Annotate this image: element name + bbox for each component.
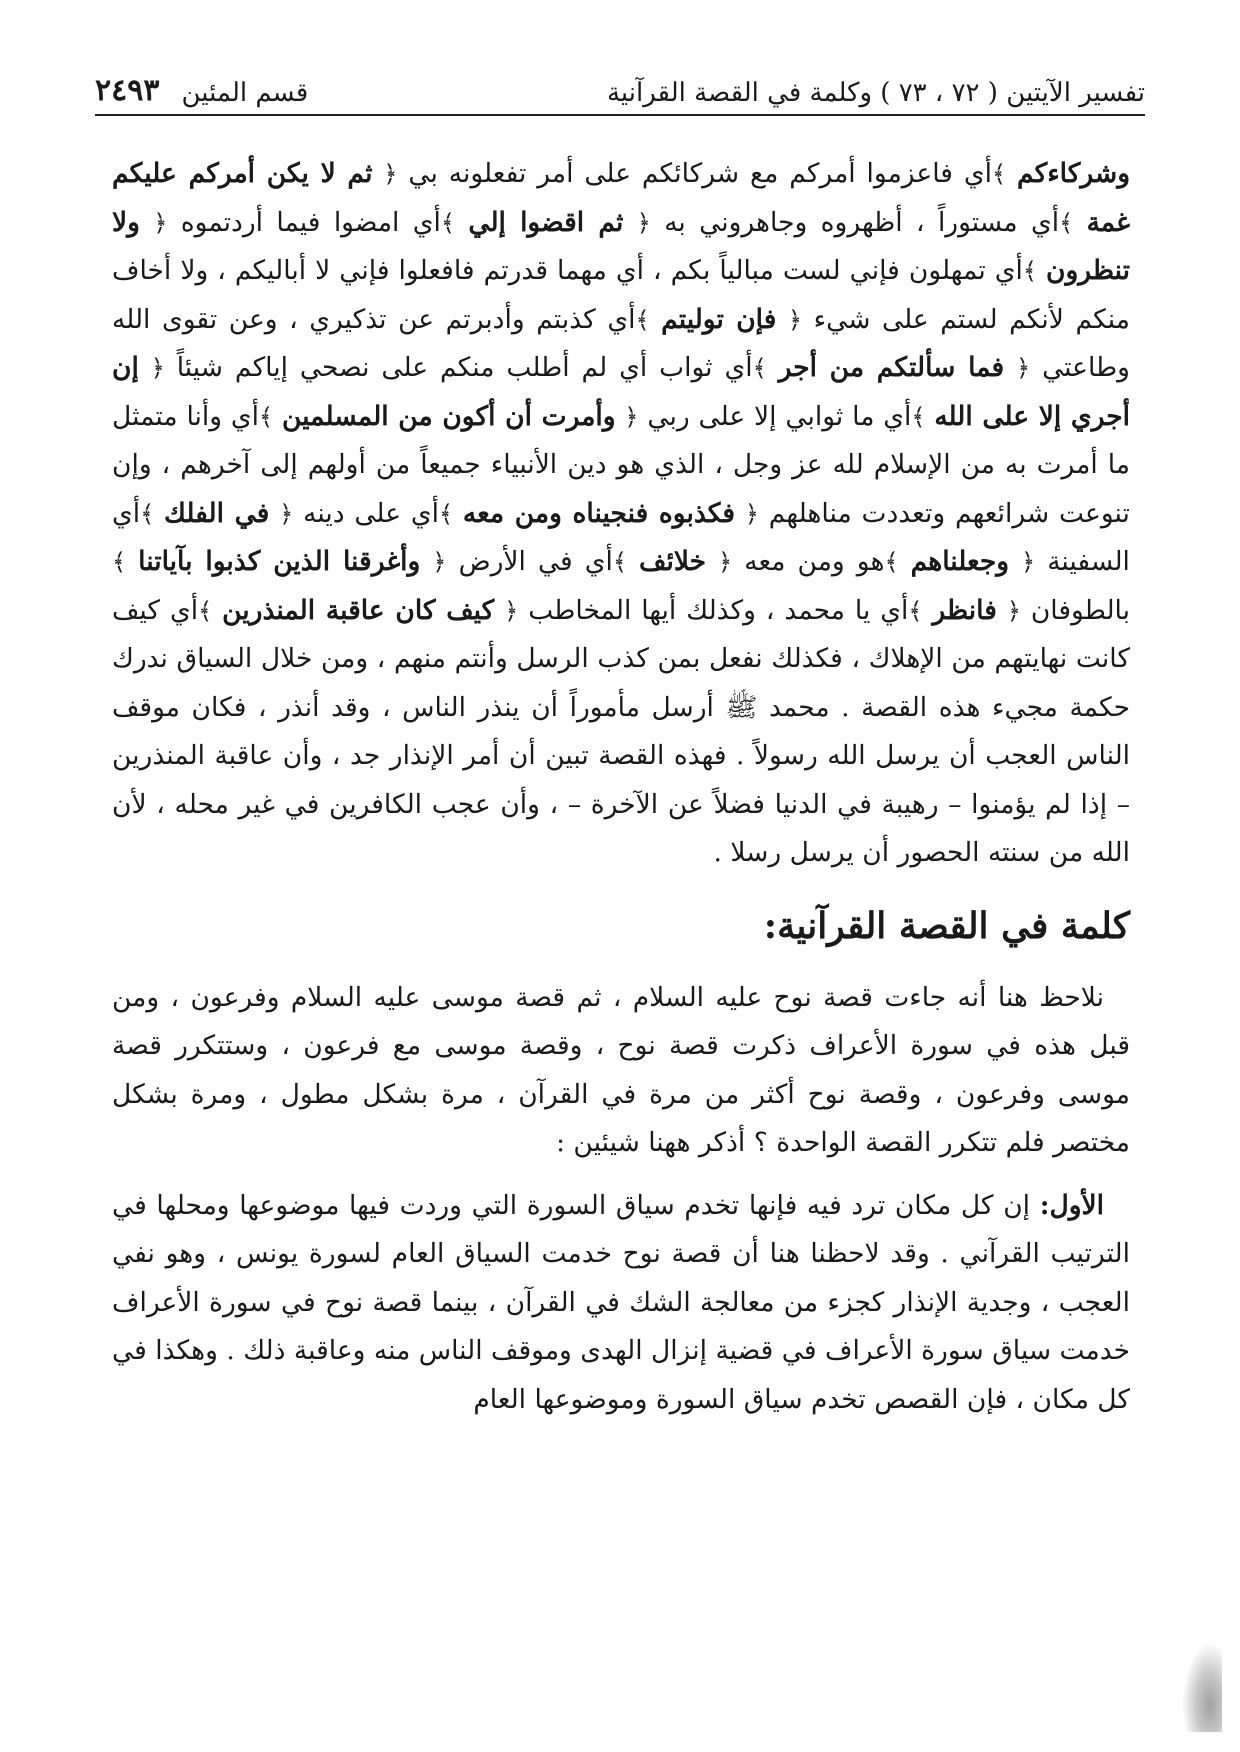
closing-bracket-ornament: ﴾ xyxy=(112,548,127,576)
closing-bracket-ornament: ﴾ xyxy=(991,160,1007,188)
header-rule xyxy=(95,114,1145,116)
closing-bracket-ornament: ﴾ xyxy=(1059,208,1074,237)
commentary-text: أي فاعزموا أمركم مع شركائكم على أمر تفعلونه بي xyxy=(408,158,992,189)
first-point-paragraph xyxy=(112,1182,1130,1425)
quran-verse: وجعلناهم xyxy=(910,546,1009,577)
quran-verse: فكذبوه فنجيناه ومن معه xyxy=(462,497,736,529)
first-point-text: إن كل مكان ترد فيه فإنها تخدم سياق السورة التي وردت فيها موضوعها ومحلها في الترتيب القرآني . وقد لاحظنا هنا أن قصة نوح خدمت السياق العام لسورة يونس ، وهو نفي العجب ، وجدية الإنذار كجزء من معالجة الشك في القرآن ، بينما قصة نوح في سورة الأعراف خدمت سياق سورة الأعراف في قضية إنزال الهدى وموقف الناس منه وعاقبة ذلك . وهكذا في كل مكان ، فإن القصص تخدم سياق السورة وموضوعها العام xyxy=(112,1189,1130,1415)
commentary-text: أي على دينه xyxy=(303,497,439,529)
quran-verse: إن أجري إلا على الله xyxy=(112,352,1130,432)
commentary-text: أي يا محمد ، وكذلك أيها المخاطب xyxy=(528,594,909,626)
opening-bracket-ornament: ﴿ xyxy=(788,305,803,334)
closing-bracket-ornament: ﴾ xyxy=(911,402,926,431)
quran-verse: وأغرقنا الذين كذبوا بآياتنا xyxy=(138,546,421,577)
quran-verse: كيف كان عاقبة المنذرين xyxy=(222,594,495,626)
closing-bracket-ornament: ﴾ xyxy=(140,499,155,528)
closing-bracket-ornament: ﴾ xyxy=(884,548,899,576)
commentary-text: بالطوفان xyxy=(1030,594,1130,626)
quran-verse: ثم اقضوا إلي xyxy=(468,206,624,238)
running-header xyxy=(95,60,1145,108)
quran-verse: فإن توليتم xyxy=(661,303,777,335)
opening-bracket-ornament: ﴿ xyxy=(718,548,733,576)
first-point-lead: الأول: xyxy=(1039,1189,1104,1221)
opening-bracket-ornament: ﴿ xyxy=(150,354,165,382)
section-paragraph: نلاحظ هنا أنه جاءت قصة نوح عليه السلام ، ثم قصة موسى عليه السلام وفرعون ، ومن قبل هذه في سورة الأعراف ذكرت قصة نوح ، وقصة موسى مع فرعون ، وستتكرر قصة موسى وفرعون ، وقصة نوح أكثر من مرة في القرآن ، مرة بشكل مطول ، ومرة بشكل مختصر فلم تتكرر القصة الواحدة ؟ أذكر ههنا شيئين : xyxy=(112,981,1130,1158)
quran-verse: ثم لا يكن أمركم عليكم غمة xyxy=(112,158,1130,238)
opening-bracket-ornament: ﴿ xyxy=(279,499,294,528)
commentary-text: أي امضوا فيما أردتموه xyxy=(180,206,441,238)
closing-bracket-ornament: ﴾ xyxy=(612,548,627,576)
quran-verse: فانظر xyxy=(932,594,997,626)
quran-verse: وشركاءكم xyxy=(1016,158,1130,189)
quran-verse: خلائف xyxy=(639,546,707,577)
commentary-text: أي ما ثوابي إلا على ربي xyxy=(647,400,912,432)
opening-bracket-ornament: ﴿ xyxy=(153,208,168,237)
opening-bracket-ornament: ﴿ xyxy=(383,160,398,188)
section-heading: كلمة في القصة القرآنية: xyxy=(763,904,1130,947)
closing-bracket-ornament: ﴾ xyxy=(440,208,455,237)
header-section: قسم المئين xyxy=(181,78,309,108)
quran-verse: في الفلك xyxy=(164,497,270,529)
scan-smudge xyxy=(1182,1642,1222,1732)
closing-bracket-ornament: ﴾ xyxy=(1022,257,1037,285)
closing-bracket-ornament: ﴾ xyxy=(259,402,274,431)
page-number: ٢٤٩٣ xyxy=(95,73,160,108)
quran-verse: وأمرت أن أكون من المسلمين xyxy=(281,400,616,432)
opening-bracket-ornament: ﴿ xyxy=(504,596,519,625)
closing-bracket-ornament: ﴾ xyxy=(752,354,767,382)
closing-bracket-ornament: ﴾ xyxy=(635,305,650,334)
opening-bracket-ornament: ﴿ xyxy=(636,208,651,237)
opening-bracket-ornament: ﴿ xyxy=(1006,596,1021,625)
commentary-text: أي تمهلون فإني لست مبالياً بكم ، أي مهما قدرتم فافعلوا فإني لا أباليكم ، ولا أخاف منكم لأنكم لستم على شيء xyxy=(112,255,1130,335)
opening-bracket-ornament: ﴿ xyxy=(1021,548,1036,576)
commentary-text: أي مستوراً ، أظهروه وجاهروني به xyxy=(664,206,1060,238)
commentary-text: أي السفينة xyxy=(112,497,1130,577)
header-title: تفسير الآيتين ( ٧٢ ، ٧٣ ) وكلمة في القصة القرآنية xyxy=(606,78,1145,108)
header-left-block xyxy=(95,73,308,108)
closing-bracket-ornament: ﴾ xyxy=(908,596,923,625)
commentary-text: أي كيف كانت نهايتهم من الإهلاك ، فكذلك نفعل بمن كذب الرسل وأنتم منهم ، ومن خلال السياق ندرك حكمة مجيء هذه القصة . محمد ﷺ أرسل مأموراً أن ينذر الناس ، وقد أنذر ، فكان موقف الناس العجب أن يرسل الله رسولاً . فهذه القصة تبين أن أمر الإنذار جد ، وأن عاقبة المنذرين – إذا لم يؤمنوا – رهيبة في الدنيا فضلاً عن الآخرة – ، وأن عجب الكافرين في غير محله ، لأن الله من سنته الحصور أن يرسل رسلا . xyxy=(112,594,1130,868)
commentary-text: أي كذبتم وأدبرتم عن تذكيري ، وعن تقوى الله وطاعتي xyxy=(112,303,1130,383)
opening-bracket-ornament: ﴿ xyxy=(1016,354,1031,382)
quran-verse: ولا تنظرون xyxy=(112,206,1130,286)
commentary-text: أي في الأرض xyxy=(458,546,613,577)
commentary-text: أي وأنا متمثل ما أمرت به من الإسلام لله عز وجل ، الذي هو دين الأنبياء جميعاً من أولهم إلى آخرهم ، وإن تنوعت شرائعهم وتعددت مناهلهم xyxy=(112,400,1130,529)
commentary-text: أي ثواب أي لم أطلب منكم على نصحي إياكم شيئاً xyxy=(176,352,753,383)
opening-bracket-ornament: ﴿ xyxy=(744,499,759,528)
page-body xyxy=(112,150,1130,1438)
commentary-paragraph xyxy=(112,150,1130,878)
commentary-text: هو ومن معه xyxy=(744,546,885,577)
opening-bracket-ornament: ﴿ xyxy=(432,548,447,576)
quran-verse: فما سألتكم من أجر xyxy=(778,352,1005,383)
closing-bracket-ornament: ﴾ xyxy=(198,596,213,625)
opening-bracket-ornament: ﴿ xyxy=(624,402,639,431)
closing-bracket-ornament: ﴾ xyxy=(438,499,454,528)
